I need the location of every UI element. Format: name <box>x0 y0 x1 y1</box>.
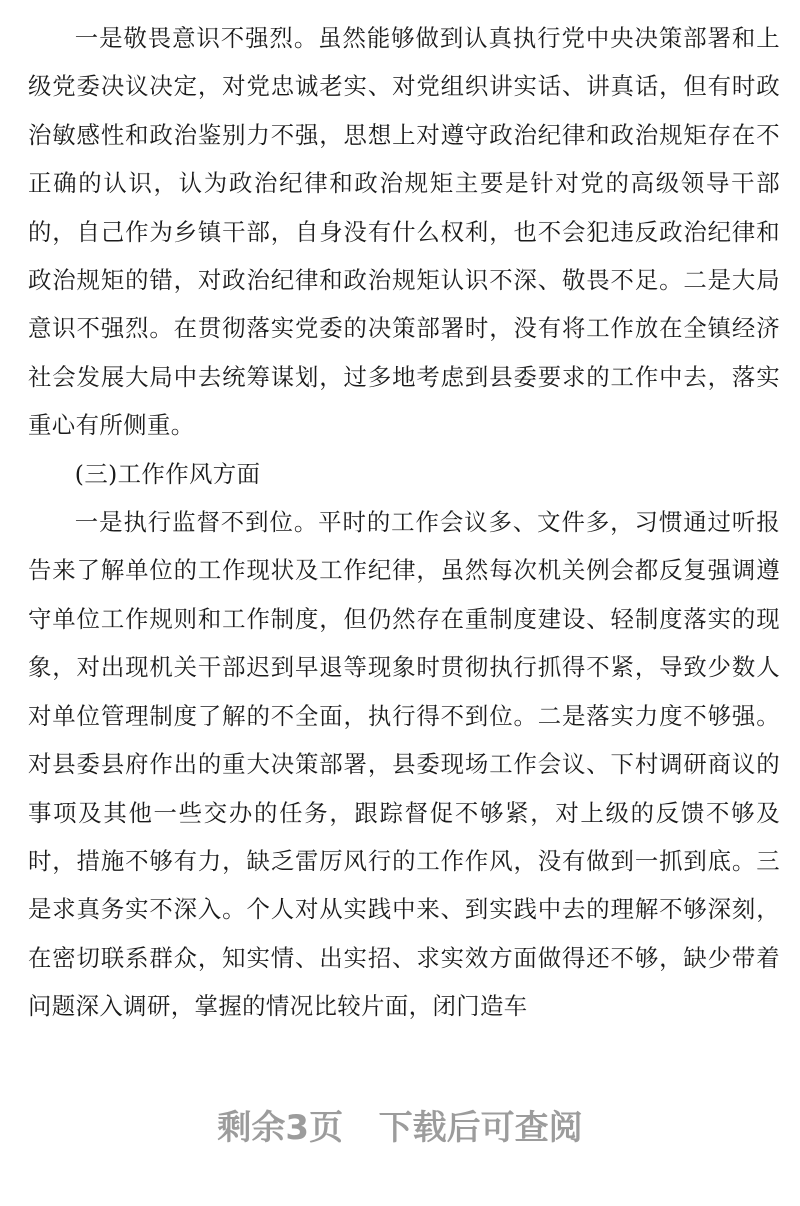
paragraph-work-style: 一是执行监督不到位。平时的工作会议多、文件多，习惯通过听报告来了解单位的工作现状及工作纪律，虽然每次机关例会都反复强调遵守单位工作规则和工作制度，但仍然存在重制度建设、轻制度落实的现象，对出现机关干部迟到早退等现象时贯彻执行抓得不紧，导致少数人对单位管理制度了解的不全面，执行得不到位。二是落实力度不够强。对县委县府作出的重大决策部署，县委现场工作会议、下村调研商议的事项及其他一些交办的任务，跟踪督促不够紧，对上级的反馈不够及时，措施不够有力，缺乏雷厉风行的工作作风，没有做到一抓到底。三是求真务实不深入。个人对从实践中来、到实践中去的理解不够深刻，在密切联系群众，知实情、出实招、求实效方面做得还不够，缺少带着问题深入调研，掌握的情况比较片面，闭门造车 <box>28 508 780 1021</box>
document-body <box>28 14 780 1031</box>
paragraph-political-awareness: 一是敬畏意识不强烈。虽然能够做到认真执行党中央决策部署和上级党委决议决定，对党忠诚老实、对党组织讲实话、讲真话，但有时政治敏感性和政治鉴别力不强，思想上对遵守政治纪律和政治规矩存在不正确的认识，认为政治纪律和政治规矩主要是针对党的高级领导干部的，自己作为乡镇干部，自身没有什么权利，也不会犯违反政治纪律和政治规矩的错，对政治纪律和政治规矩认识不深、敬畏不足。二是大局意识不强烈。在贯彻落实党委的决策部署时，没有将工作放在全镇经济社会发展大局中去统筹谋划，过多地考虑到县委要求的工作中去，落实重心有所侧重。 <box>28 24 780 440</box>
remaining-pages-download-link[interactable]: 剩余3页 下载后可查阅 <box>217 1108 583 1148</box>
section-heading-work-style: (三)工作作风方面 <box>74 459 261 488</box>
